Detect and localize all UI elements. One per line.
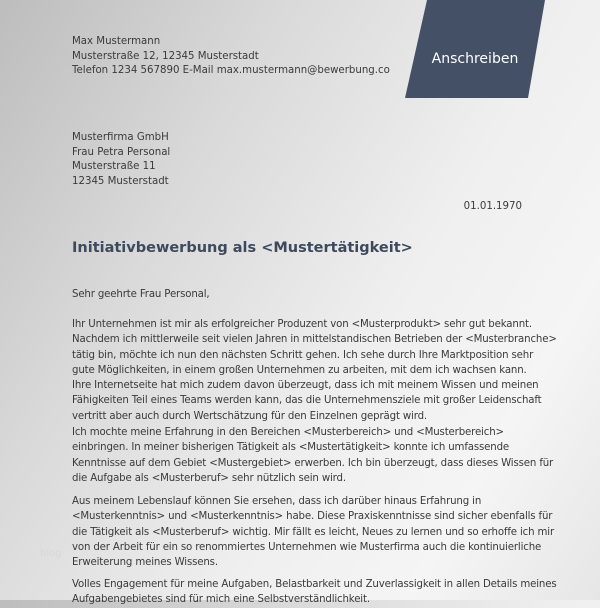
watermark: blog xyxy=(40,548,62,559)
text-line: Ihr Unternehmen ist mir als erfolgreicher Produzent von <Musterprodukt> sehr gut bekannt. xyxy=(72,319,532,330)
paragraph-4 xyxy=(72,577,557,608)
sender-street: Musterstraße 12, 12345 Musterstadt xyxy=(72,50,259,62)
letter-date: 01.01.1970 xyxy=(463,201,522,212)
text-line: einbringen. In meiner bisherigen Tätigkeit als <Mustertätigkeit> konnte ich umfassende xyxy=(72,442,510,454)
text-line: <Musterkenntnis> und <Musterkenntnis> habe. Diese Praxiskenntnisse sind sicher ebenfalls für xyxy=(72,511,553,523)
recipient-street: Musterstraße 11 xyxy=(72,161,156,173)
sender-contact: Telefon 1234 567890 E-Mail max.mustermann@bewerbung.co xyxy=(72,65,390,77)
paragraph-2 xyxy=(72,425,553,486)
text-line: Fähigkeiten Teil eines Teams werden kann, das die Unternehmensziele mit großer Leidenschaft xyxy=(72,395,542,407)
text-line: vertritt aber auch durch Wertschätzung für den Einzelnen geprägt wird. xyxy=(72,410,428,422)
salutation: Sehr geehrte Frau Personal, xyxy=(72,289,210,300)
paragraph-3 xyxy=(72,494,554,570)
recipient-city: 12345 Musterstadt xyxy=(72,175,169,187)
text-line: Nachdem ich mittlerweile seit vielen Jahren in mittelstandischen Betrieben der <Musterbranche> xyxy=(72,334,557,346)
text-line: von der Arbeit für ein so renommiertes Unternehmen wie Musterfirma auch die kontinuierliche xyxy=(72,541,542,553)
text-line: die Aufgabe als <Musterberuf> sehr nützlich sein wird. xyxy=(72,472,346,484)
text-line: Aufgabengebietes sind für mich eine Selbstverständlichkeit. xyxy=(72,594,370,606)
sender-name: Max Mustermann xyxy=(72,36,161,47)
text-line: Aus meinem Lebenslauf können Sie ersehen, dass ich darüber hinaus Erfahrung in xyxy=(72,496,482,507)
text-line: Kenntnisse auf dem Gebiet <Mustergebiet> erwerben. Ich bin überzeugt, dass dieses Wissen für xyxy=(72,457,554,469)
document-type-banner xyxy=(405,0,545,98)
letter-subject: Initiativbewerbung als <Mustertätigkeit> xyxy=(72,240,413,256)
text-line: Ich mochte meine Erfahrung in den Bereichen <Musterbereich> und <Musterbereich> xyxy=(72,427,504,438)
recipient-company: Musterfirma GmbH xyxy=(72,132,169,143)
text-line: Erweiterung meines Wissens. xyxy=(72,557,218,569)
text-line: tätig bin, möchte ich nun den nächsten Schritt gehen. Ich sehe durch Ihre Marktposition sehr xyxy=(72,349,534,361)
sender-address xyxy=(72,35,390,79)
text-line: die Tätigkeit als <Musterberuf> wichtig. Mir fällt es leicht, Neues zu lernen und so erhoffe ich mir xyxy=(72,526,555,538)
text-line: Ihre Internetseite hat mich zudem davon überzeugt, dass ich mit meinem Wissen und meinen xyxy=(72,380,539,392)
banner-label: Anschreiben xyxy=(431,51,519,67)
banner-shape xyxy=(405,0,545,98)
paragraph-1 xyxy=(72,317,557,424)
text-line: gute Möglichkeiten, in einem großen Unternehmen zu arbeiten, mit dem ich wachsen kann. xyxy=(72,364,527,376)
text-line: Volles Engagement für meine Aufgaben, Belastbarkeit und Zuverlassigkeit in allen Details meines xyxy=(72,579,557,590)
recipient-person: Frau Petra Personal xyxy=(72,146,171,158)
recipient-address xyxy=(72,131,170,189)
